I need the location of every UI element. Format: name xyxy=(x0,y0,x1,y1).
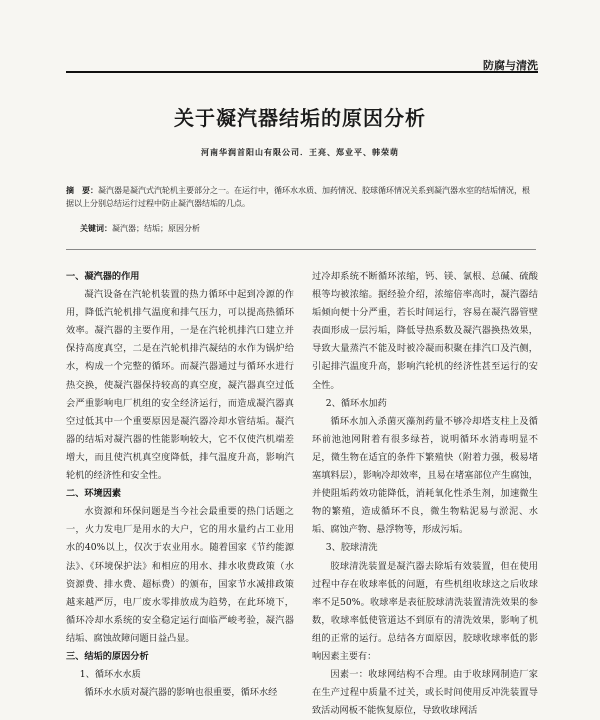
section-heading: 一、凝汽器的作用 xyxy=(66,271,140,282)
paragraph: 过冷却系统不断循环浓缩，钙、镁、氯根、总碱、硫酸根等均被浓缩。据经验介绍，浓缩倍率高时，凝汽器结垢倾向便十分严重，若长时间运行，容易在凝汽器管壁表面形成一层污垢，降低导热系数及凝汽器换热效果，导致大量蒸汽不能及时被冷凝而积聚在排汽口及汽侧，引起排汽温度升高，影响汽轮机的经济性甚至运行的安全性。 xyxy=(312,271,538,391)
paragraph: 水资源和环保问题是当今社会最重要的热门话题之一，火力发电厂是用水的大户，它的用水量约占工业用水的40%以上，仅次于农业用水。随着国家《节约能源法》、《环境保护法》和相应的用水、排水收费政策（水资源费、排水费、超标费）的颁布，国家节水减排政策越来越严厉，电厂废水零排放成为趋势，在此环境下，循环冷却水系统的安全稳定运行面临严峻考验，凝汽器结垢、腐蚀故障问题日益凸显。 xyxy=(66,506,294,644)
paragraph: 凝汽设备在汽轮机装置的热力循环中起到冷源的作用，降低汽轮机排气温度和排气压力，可以提高热循环效率。凝汽器的主要作用，一是在汽轮机排汽口建立并保持高度真空，二是在汽轮机排汽凝结的水作为锅炉给水，构成一个完整的循环。而凝汽器通过与循环水进行热交换，使凝汽器保持较高的真空度，凝汽器真空过低会严重影响电厂机组的安全经济运行，而造成凝汽器真空过低其中一个重要原因是凝汽器冷却水管结垢。凝汽器的结垢对凝汽器的性能影响较大，它不仅使汽机端差增大，而且使汽机真空度降低，排气温度升高，影响汽轮机的经济性和安全性。 xyxy=(66,289,294,482)
paragraph: 因素一：收球网结构不合理。由于收球网制造厂家在生产过程中质量不过关，或长时间使用反冲洗装置导致活动网板不能恢复原位，导致收球网活 xyxy=(312,669,538,717)
paragraph: 胶球清洗装置是凝汽器去除垢有效装置，但在使用过程中存在收球率低的问题，有些机组收球这之后收球率不足50%。收球率是表征胶球清洗装置清洗效果的参数，收球率低使管道达不到原有的清洗效果，影响了机组的正常的运行。总结各方面原因，胶球收球率低的影响因素主要有： xyxy=(312,560,538,662)
abstract-divider xyxy=(66,249,536,250)
keywords xyxy=(80,223,530,234)
abstract xyxy=(66,184,536,210)
section-header-label: 防腐与清洗 xyxy=(483,59,538,72)
paragraph: 循环水水质对凝汽器的影响也很重要，循环水经 xyxy=(84,687,278,699)
left-column xyxy=(66,268,294,702)
right-column xyxy=(312,268,538,720)
abstract-text: 凝汽器是凝汽式汽轮机主要部分之一。在运行中，循环水水质、加药情况、胶球循环情况关系到凝汽器水室的结垢情况，根据以上分别总结运行过程中防止凝汽器结垢的几点。 xyxy=(66,186,530,208)
section-heading: 三、结垢的原因分析 xyxy=(66,650,149,662)
header-rule xyxy=(66,71,538,73)
abstract-label: 摘 要： xyxy=(66,186,98,195)
keywords-text: 凝汽器；结垢；原因分析 xyxy=(112,224,200,233)
article-title: 关于凝汽器结垢的原因分析 xyxy=(174,106,426,130)
subsection-heading: 1、循环水水质 xyxy=(79,669,141,681)
section-heading: 二、环境因素 xyxy=(66,488,122,500)
subsection-heading: 3、胶球清洗 xyxy=(325,542,378,554)
keywords-label: 关键词： xyxy=(80,224,112,233)
paragraph: 循环水加入杀菌灭藻剂药量不够冷却塔支柱上及循环前池池网附着有很多绿苔，说明循环水消毒明显不足，微生物在适宜的条件下繁殖快（附着力强，极易堵塞填料层），影响冷却效率，且易在堵塞部位产生腐蚀，并使阻垢药效功能降低，消耗氧化性杀生剂，加速微生物的繁殖，造成循环不良，微生物粘泥易与淤泥、水垢、腐蚀产物、悬浮物等，形成污垢。 xyxy=(312,415,538,536)
article-authors: 河南华润首阳山有限公司．王亮、郑业平、韩荣萌 xyxy=(201,147,399,157)
subsection-heading: 2、循环水加药 xyxy=(325,397,387,409)
